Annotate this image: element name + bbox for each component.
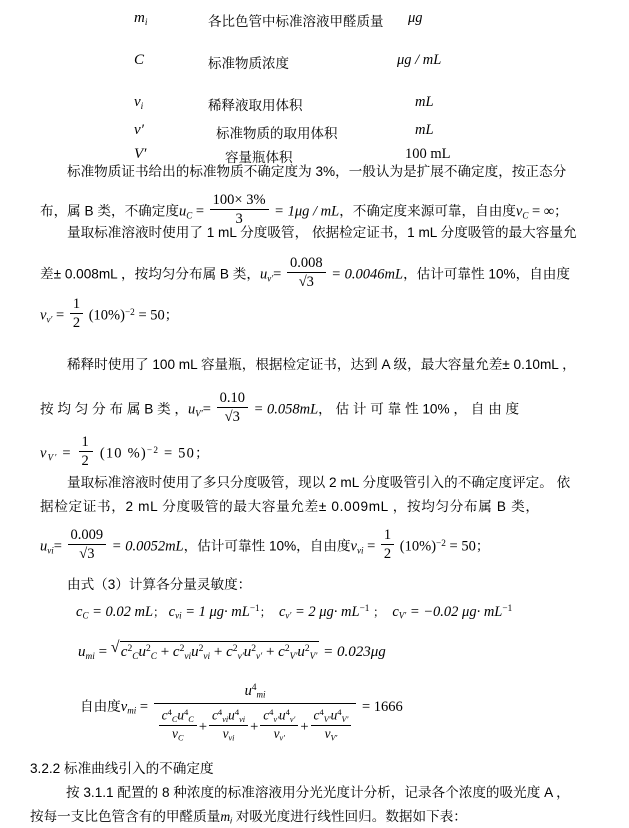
section-body-line1: 按 3.1.1 配置的 8 种浓度的标准溶液用分光光度计分析，记录各个浓度的吸光度 A ，: [66, 785, 570, 800]
section-body-line2: 按每一支比色管含有的甲醛质量$m_i$ 对吸光度进行线性回归。数据如下表：: [30, 809, 467, 826]
symbol-unit-mi: μg: [408, 10, 423, 26]
sensitivity-item-vprime: $c_{v'} = 2$ $\mu g\cdot mL^{-1}$: [278, 604, 370, 621]
para3-dof-equation: $\nu_{V'}$ = $\frac{1}{2}$ (10 %)$^{-2}$ = 50；: [40, 434, 210, 470]
sensitivity-intro: 由式（3）计算各分量灵敏度：: [67, 577, 252, 592]
symbol-desc-Vprime: 容量瓶体积: [225, 150, 293, 165]
sqrt-radical: √ $c^2_Cu^2_C + c^2_{vi}u^2_{vi} + c^2_{v'}u^2_{v'} + c^2_{V'}u^2_{V'}$: [111, 640, 320, 662]
sensitivity-item-C: $c_C = 0.02$ mL: [76, 604, 154, 621]
frac-100x3pct: $\frac{100\times 3\%}{3}$: [210, 192, 269, 227]
para1-line2: 布，属 B 类，不确定度$u_C$ = $\frac{100\times 3\%}{3}$ = 1μg / mL，不确定度来源可靠，自由度$\nu_C$ = ∞；: [40, 192, 568, 228]
symbol-row-mi: [0, 10, 629, 32]
para4-line3: $u_{vi}=$ $\frac{0.009}{√3}$ = 0.0052mL，估计可靠性 10%，自由度$\nu_{vi}$ = $\frac{1}{2}$ $(10\%)^{-2} = 50$；: [40, 527, 490, 563]
symbol-row-vprime: [0, 122, 629, 144]
symbol-desc-vprime: 标准物质的取用体积: [216, 126, 338, 141]
symbol-V-prime: V′: [134, 146, 147, 162]
dof-denominator: $\frac{c^4_Cu^4_C}{\nu_C}$ + $\frac{c^4_{vi}u^4_{vi}}{\nu_{vi}}$ + $\frac{c^4_{v'}u^4_{v'}}{\nu_{v'}}$ + $\frac{c^4_{V'}u^4_{V'}}{\nu_{V'}}$: [154, 704, 357, 743]
symbol-unit-vi: mL: [415, 94, 434, 110]
symbol-unit-Vprime: 100 mL: [405, 146, 451, 162]
symbol-desc-vi: 稀释液取用体积: [208, 98, 303, 113]
frac-half: $\frac{1}{2}$: [79, 434, 93, 469]
symbol-vi: $v_i$: [134, 94, 144, 112]
combined-uncertainty-equation: $u_{mi}$ = √ $c^2_Cu^2_C + c^2_{vi}u^2_{vi} + c^2_{v'}u^2_{v'} + c^2_{V'}u^2_{V'} = 0.023\mu g$: [78, 640, 386, 662]
symbol-unit-vprime: mL: [415, 122, 434, 138]
dof-numerator: $u^4_{mi}$: [154, 683, 357, 704]
para4-line2: 据检定证书，2 mL 分度吸管的最大容量允差± 0.009mL ，按均匀分布属 B 类，: [40, 499, 540, 514]
para4-line1: 量取标准溶液时使用了多只分度吸管，现以 2 mL 分度吸管引入的不确定度评定。 依: [67, 475, 571, 490]
para3-line1: 稀释时使用了 100 mL 容量瓶，根据检定证书，达到 A 级，最大容量允差± 0.10mL ，: [67, 357, 576, 372]
symbol-row-C: [0, 52, 629, 74]
sensitivity-item-Vprime: $c_{V'} = -0.02$ $\mu g\cdot mL^{-1}$: [392, 604, 513, 621]
para2-line2: 差± 0.008mL ，按均匀分布属 B 类，$u_{v'}=$ $\frac{0.008}{√3}$ = 0.0046mL，估计可靠性 10%，自由度: [40, 255, 570, 291]
dof-term-Vprime: $\frac{c^4_{V'}u^4_{V'}}{\nu_{V'}}$: [311, 708, 352, 743]
para2-line1: 量取标准溶液时使用了 1 mL 分度吸管， 依据检定证书，1 mL 分度吸管的最大容量允: [67, 225, 577, 240]
symbol-desc-mi: 各比色管中标准溶液甲醛质量: [208, 14, 384, 29]
section-heading-322: 3.2.2 标准曲线引入的不确定度: [30, 761, 214, 776]
symbol-mi: $m_i$: [134, 10, 148, 28]
symbol-desc-C: 标准物质浓度: [208, 56, 289, 71]
symbol-v-prime: v′: [134, 122, 144, 138]
frac-half: $\frac{1}{2}$: [70, 296, 83, 331]
dof-term-C: $\frac{c^4_Cu^4_C}{\nu_C}$: [159, 708, 197, 743]
dof-big-fraction: [154, 683, 357, 743]
symbol-row-vi: [0, 94, 629, 116]
frac-0009-sqrt3: $\frac{0.009}{√3}$: [68, 527, 107, 562]
frac-half: $\frac{1}{2}$: [381, 527, 394, 562]
symbol-unit-C: μg / mL: [397, 52, 442, 68]
para2-dof-equation: $\nu_{v'}$ = $\frac{1}{2}$ $(10\%)^{-2} = 50$；: [40, 296, 179, 332]
symbol-C: C: [134, 52, 145, 68]
sensitivity-item-vi: $c_{vi} = 1$ $\mu g\cdot mL^{-1}$: [168, 604, 260, 621]
para1-line1: 标准物质证书给出的标准物质不确定度为 3%，一般认为是扩展不确定度，按正态分: [67, 164, 567, 179]
dof-equation: 自由度$\nu_{mi}$ = $u^4_{mi}$ $\frac{c^4_Cu^4_C}{\nu_C}$ + $\frac{c^4_{vi}u^4_{vi}}{\nu_{vi}}$ + $\frac{c^4_{v'}u^4_{v'}}{\nu_{v'}}$ + $\frac{c^4_{V'}u^4_{V'}}{\nu_{V'}}$ = 1666: [80, 683, 403, 743]
frac-010-sqrt3: $\frac{0.10}{√3}$: [217, 390, 248, 425]
dof-term-vprime: $\frac{c^4_{v'}u^4_{v'}}{\nu_{v'}}$: [260, 708, 298, 743]
frac-0008-sqrt3: $\frac{0.008}{√3}$: [287, 255, 326, 290]
dof-term-vi: $\frac{c^4_{vi}u^4_{vi}}{\nu_{vi}}$: [209, 708, 248, 743]
para3-line2: 按 均 匀 分 布 属 B 类 ，$u_{V'}=$ $\frac{0.10}{√3}$ = 0.058mL， 估 计 可 靠 性 10% ， 自 由 度: [40, 390, 520, 426]
sensitivity-coefficients: $c_C = 0.02$ mL； $c_{vi} = 1$ $\mu g\cdot mL^{-1}$； $c_{v'} = 2$ $\mu g\cdot mL^{-1}$ ； $c_{V'} = -0.02$ $\mu g\cdot mL^{-1}$: [76, 604, 513, 621]
